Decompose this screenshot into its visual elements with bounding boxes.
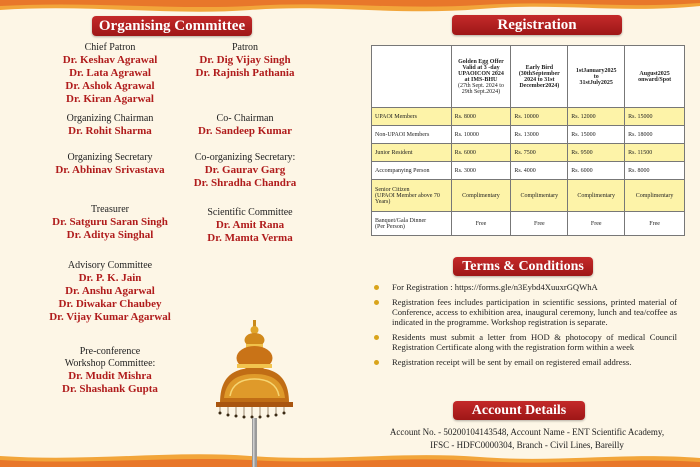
table-cell: Rs. 6000	[451, 144, 511, 162]
table-row	[372, 212, 685, 236]
table-cell: Rs. 3000	[451, 162, 511, 180]
header-subline: 29th Sept.2024)	[461, 88, 501, 95]
header-line: to	[593, 73, 599, 80]
table-header-jan-july	[568, 46, 625, 108]
chief-patron-group	[40, 42, 180, 106]
table-cell: Rs. 15000	[625, 108, 685, 126]
account-details-banner: Account Details	[453, 401, 585, 420]
terms-text: Residents must submit a letter from HOD & photocopy of medical Council Registration Certificate along with the registration form within a week	[392, 332, 677, 352]
organizing-chairman-name: Dr. Rohit Sharma	[68, 125, 152, 137]
table-cell: Rs. 8000	[625, 162, 685, 180]
table-row	[372, 162, 685, 180]
header-line: Golden Egg Offer	[458, 58, 504, 65]
advisory-committee-name: Dr. Anshu Agarwal	[65, 285, 155, 297]
scientific-committee-name: Dr. Mamta Verma	[207, 232, 293, 244]
patron-name: Dr. Rajnish Pathania	[195, 67, 295, 79]
advisory-committee-name: Dr. Diwakar Chaubey	[58, 298, 162, 310]
chief-patron-name: Dr. Lata Agrawal	[69, 67, 151, 79]
advisory-committee-name: Dr. Vijay Kumar Agarwal	[49, 311, 171, 323]
table-cell: Rs. 7500	[511, 144, 568, 162]
co-chairman-name: Dr. Sandeep Kumar	[197, 125, 293, 137]
header-line: onward/Spot	[638, 76, 672, 83]
organizing-chairman-role: Organizing Chairman	[66, 113, 154, 124]
terms-text: Registration receipt will be sent by email on registered email address.	[392, 357, 632, 367]
header-line: (30thSeptember	[518, 70, 560, 77]
advisory-committee-group	[30, 260, 190, 324]
row-label-line: (UPAOI Member above 70	[375, 192, 440, 199]
header-line: 2024 to 31st	[524, 76, 555, 83]
table-cell: Rs. 18000	[625, 126, 685, 144]
header-line: 1stJanuary2025	[575, 67, 617, 74]
bullet-icon	[374, 360, 379, 365]
header-line: August2025	[639, 70, 670, 77]
header-subline: (27th Sept. 2024 to	[457, 82, 504, 89]
account-line: IFSC - HDFC0000304, Branch - Civil Lines, Bareilly	[430, 440, 624, 450]
table-cell: Free	[625, 212, 685, 236]
co-organizing-secretary-name: Dr. Gaurav Garg	[204, 164, 286, 176]
bullet-icon	[374, 335, 379, 340]
advisory-committee-name: Dr. P. K. Jain	[78, 272, 142, 284]
table-cell: Rs. 8000	[451, 108, 511, 126]
table-cell: Rs. 11500	[625, 144, 685, 162]
table-cell: Rs. 13000	[511, 126, 568, 144]
treasurer-name: Dr. Satguru Saran Singh	[52, 216, 168, 228]
table-row	[372, 144, 685, 162]
table-row	[372, 126, 685, 144]
table-cell: Rs. 10000	[451, 126, 511, 144]
registration-fee-table	[371, 45, 685, 236]
row-label	[372, 212, 452, 236]
advisory-committee-role: Advisory Committee	[67, 260, 153, 271]
organizing-secretary-role: Organizing Secretary	[67, 152, 153, 163]
table-cell: Complimentary	[511, 180, 568, 212]
table-cell: Complimentary	[451, 180, 511, 212]
chief-patron-name: Dr. Kiran Agarwal	[66, 93, 154, 105]
list-item	[372, 282, 677, 292]
bullet-icon	[374, 300, 379, 305]
row-label: UPAOI Members	[372, 108, 452, 126]
header-line: December2024)	[519, 82, 560, 89]
header-line: UPAOICON 2024	[458, 70, 504, 77]
patron-role: Patron	[231, 42, 259, 53]
co-organizing-secretary-group	[180, 152, 310, 190]
co-chairman-group	[180, 113, 310, 138]
scientific-committee-role: Scientific Committee	[207, 207, 293, 218]
account-line: Account No. - 50200104143548, Account Name - ENT Scientific Academy,	[389, 427, 665, 437]
terms-text: Registration fees includes participation in scientific sessions, printed material of Conference, access to exhibition area, inaugural ceremony, lunch and tea/coffee as indicated in the programme. Workshop registration is separate.	[392, 297, 677, 327]
table-cell: Rs. 9500	[568, 144, 625, 162]
list-item	[372, 357, 677, 367]
workshop-committee-name: Dr. Mudit Mishra	[68, 370, 152, 382]
table-cell: Complimentary	[625, 180, 685, 212]
scientific-committee-group	[185, 207, 315, 245]
header-line: at IMS-BHU	[464, 76, 498, 83]
organizing-chairman-group	[40, 113, 180, 138]
chief-patron-role: Chief Patron	[84, 42, 136, 53]
table-cell: Rs. 12000	[568, 108, 625, 126]
header-line: Valid at 3 -day	[462, 64, 500, 71]
table-cell: Free	[511, 212, 568, 236]
table-header-spot	[625, 46, 685, 108]
table-row	[372, 180, 685, 212]
table-header-early-bird	[511, 46, 568, 108]
chief-patron-name: Dr. Keshav Agrawal	[62, 54, 158, 66]
workshop-committee-role: Workshop Committee:	[64, 358, 156, 369]
table-row	[372, 108, 685, 126]
co-organizing-secretary-name: Dr. Shradha Chandra	[193, 177, 297, 189]
workshop-committee-name: Dr. Shashank Gupta	[62, 383, 158, 395]
terms-list	[372, 282, 677, 372]
terms-banner: Terms & Conditions	[453, 257, 593, 276]
table-header-row	[372, 46, 685, 108]
table-cell: Rs. 15000	[568, 126, 625, 144]
account-details	[362, 426, 692, 452]
row-label: Accompanying Person	[372, 162, 452, 180]
organizing-secretary-group	[40, 152, 180, 177]
table-cell: Free	[568, 212, 625, 236]
list-item	[372, 297, 677, 327]
treasurer-group	[30, 204, 190, 242]
row-label-line: Years)	[375, 198, 391, 205]
organizing-secretary-name: Dr. Abhinav Srivastava	[55, 164, 165, 176]
temple-dome-illustration	[210, 318, 300, 467]
table-cell: Rs. 10000	[511, 108, 568, 126]
scientific-committee-name: Dr. Amit Rana	[215, 219, 285, 231]
table-cell: Rs. 6000	[568, 162, 625, 180]
table-cell: Free	[451, 212, 511, 236]
row-label-line: Banquet/Gala Dinner	[375, 217, 427, 224]
table-cell: Complimentary	[568, 180, 625, 212]
row-label: Junior Resident	[372, 144, 452, 162]
treasurer-role: Treasurer	[91, 204, 129, 215]
row-label-line: Senior Citizen	[375, 186, 410, 193]
co-organizing-secretary-role: Co-organizing Secretary:	[194, 152, 296, 163]
table-header-golden-egg	[451, 46, 511, 108]
table-header-empty	[372, 46, 452, 108]
header-line: Early Bird	[525, 64, 554, 71]
patron-name: Dr. Dig Vijay Singh	[199, 54, 291, 66]
registration-banner: Registration	[452, 15, 622, 35]
workshop-committee-group	[30, 346, 190, 396]
chief-patron-name: Dr. Ashok Agrawal	[65, 80, 155, 92]
list-item	[372, 332, 677, 352]
row-label	[372, 180, 452, 212]
co-chairman-role: Co- Chairman	[216, 113, 274, 124]
bullet-icon	[374, 285, 379, 290]
organising-committee-banner: Organising Committee	[92, 16, 252, 36]
patron-group	[180, 42, 310, 80]
row-label-line: (Per Person)	[375, 223, 405, 230]
terms-text: For Registration : https://forms.gle/n3Eybd4XuuxrGQWhA	[392, 282, 598, 292]
table-cell: Rs. 4000	[511, 162, 568, 180]
header-line: 31stJuly2025	[579, 79, 613, 86]
treasurer-name: Dr. Aditya Singhal	[66, 229, 154, 241]
workshop-committee-role: Pre-conference	[79, 346, 141, 357]
row-label: Non-UPAOI Members	[372, 126, 452, 144]
